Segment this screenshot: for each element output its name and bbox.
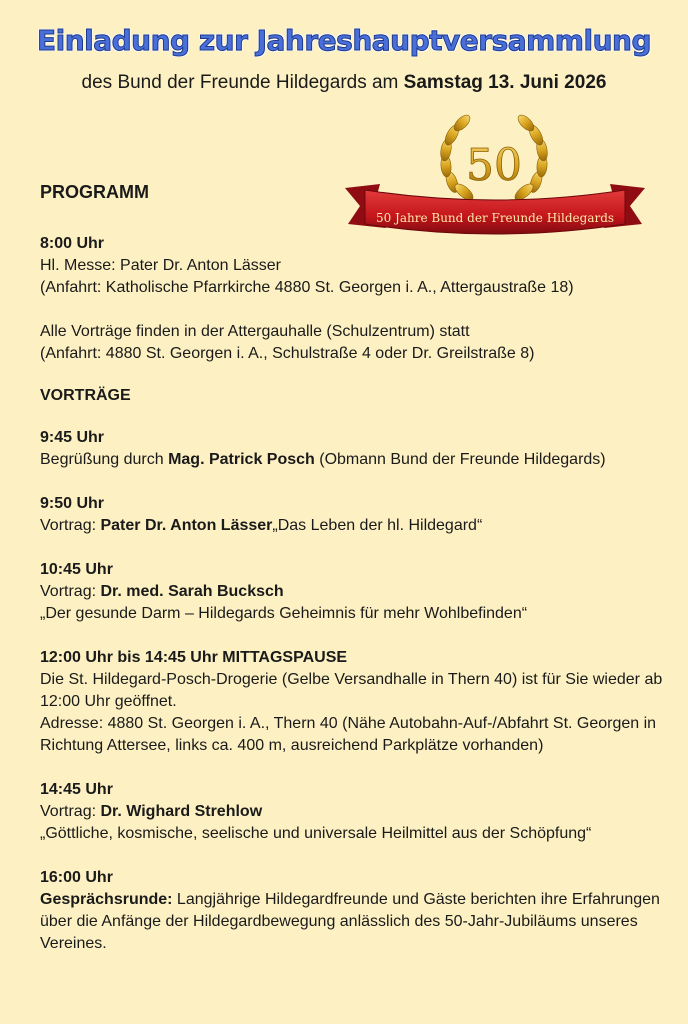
entry-time: 12:00 Uhr bis 14:45 Uhr MITTAGSPAUSE xyxy=(40,649,348,666)
talk-title: „Göttliche, kosmische, seelische und universale Heilmittel aus der Schöpfung“ xyxy=(40,825,592,842)
speaker-name: Dr. med. Sarah Bucksch xyxy=(100,583,284,600)
subtitle-prefix: des Bund der Freunde Hildegards am xyxy=(81,72,404,93)
speaker-role: (Obmann Bund der Freunde Hildegards) xyxy=(314,451,606,468)
talk-entry xyxy=(40,559,670,625)
page-subtitle xyxy=(0,72,688,94)
lunch-info: Die St. Hildegard-Posch-Drogerie (Gelbe Versandhalle in Thern 40) ist für Sie wieder ab 12:00 Uhr geöffnet. xyxy=(40,671,663,710)
discussion-entry xyxy=(40,867,670,955)
event-date: Samstag 13. Juni 2026 xyxy=(403,72,607,93)
talk-line xyxy=(40,581,670,603)
entry-time: 14:45 Uhr xyxy=(40,781,113,798)
discussion-label: Gesprächsrunde: xyxy=(40,891,173,908)
talk-entry xyxy=(40,493,670,537)
talks-heading: VORTRÄGE xyxy=(40,387,131,404)
lunch-address: Adresse: 4880 St. Georgen i. A., Thern 40 (Nähe Autobahn-Auf-/Abfahrt St. Georgen in Richtung Attersee, links ca. 400 m, ausreichend Parkplätze vorhanden) xyxy=(40,715,657,754)
entry-time: 16:00 Uhr xyxy=(40,869,113,886)
talk-entry xyxy=(40,779,670,845)
welcome-text xyxy=(40,449,670,471)
entry-time: 8:00 Uhr xyxy=(40,235,105,252)
discussion-text xyxy=(40,889,670,955)
welcome-entry xyxy=(40,427,670,471)
talk-title: „Das Leben der hl. Hildegard“ xyxy=(272,517,483,534)
lunch-entry xyxy=(40,647,670,757)
welcome-prefix: Begrüßung durch xyxy=(40,451,169,468)
mass-description: Hl. Messe: Pater Dr. Anton Lässer xyxy=(40,257,281,274)
venue-directions: (Anfahrt: 4880 St. Georgen i. A., Schulstraße 4 oder Dr. Greilstraße 8) xyxy=(40,345,535,362)
entry-time: 9:45 Uhr xyxy=(40,429,105,446)
speaker-name: Pater Dr. Anton Lässer xyxy=(100,517,273,534)
program-heading: PROGRAMM xyxy=(40,182,149,202)
talk-prefix: Vortrag: xyxy=(40,583,101,600)
mass-directions: (Anfahrt: Katholische Pfarrkirche 4880 St. Georgen i. A., Attergaustraße 18) xyxy=(40,279,574,296)
talk-title: „Der gesunde Darm – Hildegards Geheimnis für mehr Wohlbefinden“ xyxy=(40,605,528,622)
talk-prefix: Vortrag: xyxy=(40,803,101,820)
speaker-name: Mag. Patrick Posch xyxy=(168,451,315,468)
entry-time: 9:50 Uhr xyxy=(40,495,105,512)
page-title: Einladung zur Jahreshauptversammlung xyxy=(36,24,651,57)
talk-prefix: Vortrag: xyxy=(40,517,101,534)
ribbon-text: 50 Jahre Bund der Freunde Hildegards xyxy=(375,211,615,225)
venue-info xyxy=(40,321,670,365)
talk-line xyxy=(40,515,670,537)
mass-entry xyxy=(40,233,670,299)
entry-time: 10:45 Uhr xyxy=(40,561,113,578)
speaker-name: Dr. Wighard Strehlow xyxy=(100,803,263,820)
venue-description: Alle Vorträge finden in der Attergauhalle (Schulzentrum) statt xyxy=(40,323,470,340)
talk-line xyxy=(40,801,670,823)
discussion-description: Langjährige Hildegardfreunde und Gäste berichten ihre Erfahrungen über die Anfänge der Hildegardbewegung anlässlich des 50-Jahr-Jubiläums unseres Vereines. xyxy=(40,891,660,952)
program-content xyxy=(40,182,670,977)
anniversary-number: 50 xyxy=(466,140,522,191)
